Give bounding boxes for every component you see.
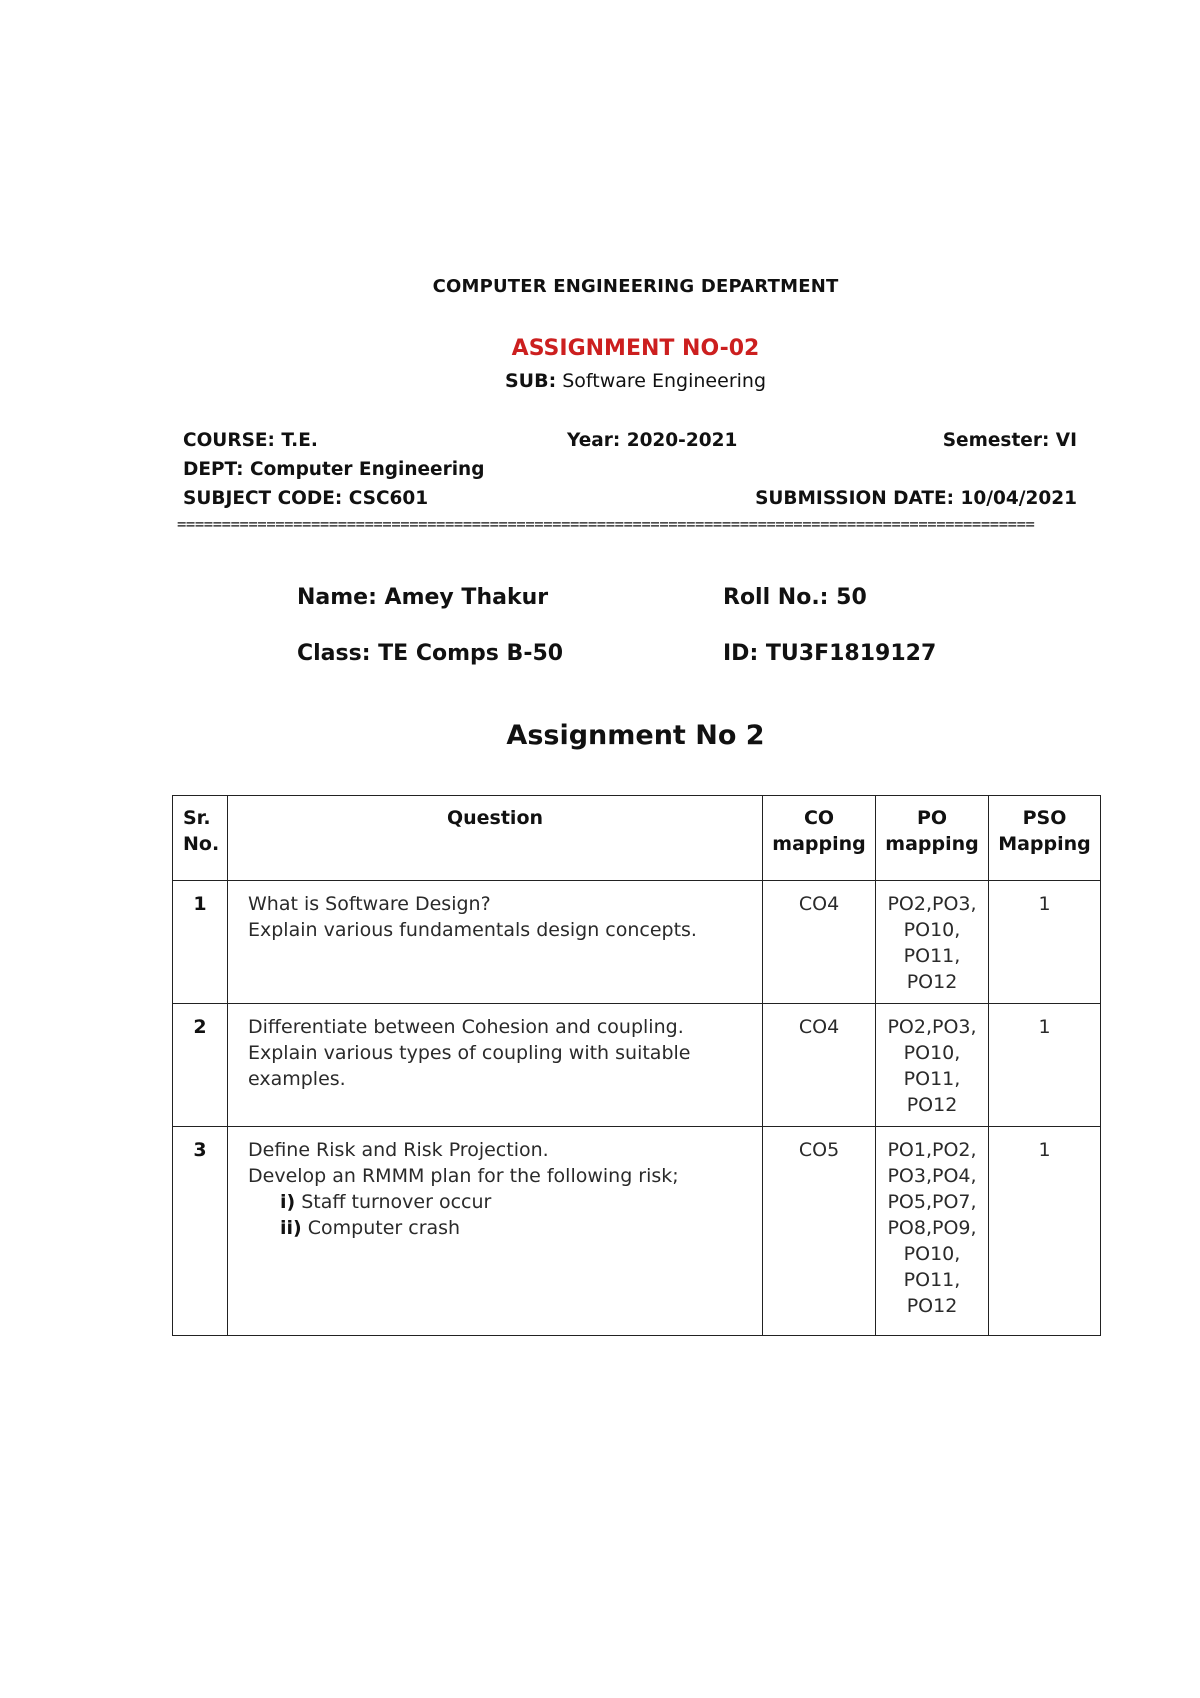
row-pso-mapping: 1 bbox=[989, 881, 1101, 1004]
assignment-heading: Assignment No 2 bbox=[506, 720, 765, 751]
row-sr-no: 2 bbox=[173, 1004, 228, 1127]
academic-year: Year: 2020-2021 bbox=[567, 430, 738, 451]
row-question: What is Software Design? Explain various fundamentals design concepts. bbox=[228, 881, 763, 1004]
table-row bbox=[173, 881, 1101, 1004]
student-name: Name: Amey Thakur bbox=[297, 585, 549, 610]
row-co-mapping: CO4 bbox=[763, 881, 876, 1004]
course-info: COURSE: T.E. bbox=[183, 430, 318, 451]
header-sr-no: Sr. No. bbox=[173, 796, 228, 881]
dept-info: DEPT: Computer Engineering bbox=[183, 459, 485, 480]
table-header-row bbox=[173, 796, 1101, 881]
student-id: ID: TU3F1819127 bbox=[723, 641, 937, 666]
semester-info: Semester: VI bbox=[942, 430, 1077, 451]
header-pso-mapping: PSO Mapping bbox=[989, 796, 1101, 881]
header-question: Question bbox=[228, 796, 763, 881]
student-class: Class: TE Comps B-50 bbox=[297, 641, 564, 666]
sub-question-1: i) Staff turnover occur bbox=[280, 1191, 492, 1213]
row-question: Define Risk and Risk Projection. Develop an RMMM plan for the following risk; i) Staff turnover occur ii) Computer crash bbox=[228, 1127, 763, 1336]
subject-value: Software Engineering bbox=[556, 370, 767, 392]
header-po-mapping: PO mapping bbox=[876, 796, 989, 881]
submission-date: SUBMISSION DATE: 10/04/2021 bbox=[755, 488, 1077, 509]
table-row bbox=[173, 1004, 1101, 1127]
row-po-mapping: PO2,PO3, PO10, PO11, PO12 bbox=[876, 1004, 989, 1127]
row-pso-mapping: 1 bbox=[989, 1004, 1101, 1127]
row-po-mapping: PO1,PO2, PO3,PO4, PO5,PO7, PO8,PO9, PO10, PO11, PO12 bbox=[876, 1127, 989, 1336]
sub-question-2: ii) Computer crash bbox=[280, 1217, 461, 1239]
separator-line: ================================================================================================ bbox=[177, 515, 1035, 533]
row-co-mapping: CO5 bbox=[763, 1127, 876, 1336]
roll-number: Roll No.: 50 bbox=[723, 585, 867, 610]
subject-code: SUBJECT CODE: CSC601 bbox=[183, 488, 429, 509]
row-question: Differentiate between Cohesion and coupling. Explain various types of coupling with suitable examples. bbox=[228, 1004, 763, 1127]
table-row bbox=[173, 1127, 1101, 1336]
row-sr-no: 1 bbox=[173, 881, 228, 1004]
question-table bbox=[172, 795, 1101, 1336]
subject-line bbox=[0, 370, 1200, 392]
department-title: COMPUTER ENGINEERING DEPARTMENT bbox=[432, 276, 839, 297]
row-pso-mapping: 1 bbox=[989, 1127, 1101, 1336]
row-co-mapping: CO4 bbox=[763, 1004, 876, 1127]
row-sr-no: 3 bbox=[173, 1127, 228, 1336]
subject-label: SUB: bbox=[504, 370, 557, 392]
row-po-mapping: PO2,PO3, PO10, PO11, PO12 bbox=[876, 881, 989, 1004]
assignment-number: ASSIGNMENT NO-02 bbox=[511, 336, 760, 361]
header-co-mapping: CO mapping bbox=[763, 796, 876, 881]
